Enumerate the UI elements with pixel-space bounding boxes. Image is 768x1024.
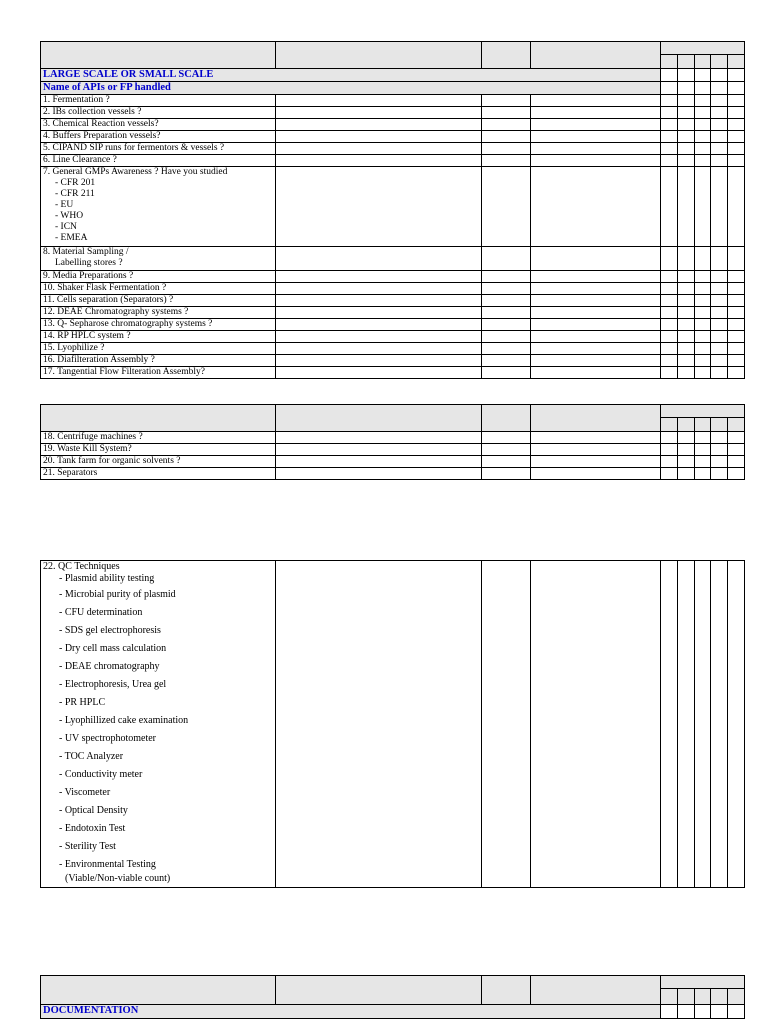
- item-sublabel: - CFR 211: [55, 189, 95, 199]
- item-label: 10. Shaker Flask Fermentation ?: [43, 283, 167, 293]
- item-label: 20. Tank farm for organic solvents ?: [43, 456, 181, 466]
- item-label: 5. CIPAND SIP runs for fermentors & vessels ?: [43, 143, 225, 153]
- qc-technique: - SDS gel electrophoresis: [59, 625, 161, 636]
- qc-technique: - Conductivity meter: [59, 769, 143, 780]
- qc-technique: - Viscometer: [59, 787, 111, 798]
- item-label: 8. Material Sampling /: [43, 247, 129, 257]
- section-subtitle: Name of APIs or FP handled: [43, 82, 171, 93]
- item-label: 18. Centrifuge machines ?: [43, 432, 143, 442]
- item-sublabel: Labelling stores ?: [55, 258, 123, 268]
- item-label: 19. Waste Kill System?: [43, 444, 132, 454]
- qc-technique-note: (Viable/Non-viable count): [65, 873, 171, 884]
- qc-technique: - Plasmid ability testing: [59, 573, 155, 584]
- qc-title: 22. QC Techniques: [43, 561, 120, 572]
- checklist-table-4: [40, 975, 745, 1019]
- checklist-table-2: [40, 404, 745, 480]
- checklist-table-1: [40, 41, 745, 379]
- item-label: 4. Buffers Preparation vessels?: [43, 131, 161, 141]
- qc-technique: - UV spectrophotometer: [59, 733, 157, 744]
- qc-technique: - Environmental Testing: [59, 859, 156, 870]
- table-row: [41, 246, 744, 270]
- item-label: 3. Chemical Reaction vessels?: [43, 119, 159, 129]
- table-row: [41, 342, 744, 354]
- qc-technique: - Lyophillized cake examination: [59, 715, 189, 726]
- section-header-row: [41, 1004, 744, 1018]
- table-row: [41, 94, 744, 106]
- item-label: 13. Q- Sepharose chromatography systems ?: [43, 319, 213, 329]
- item-label: 21. Separators: [43, 468, 98, 478]
- qc-technique: - PR HPLC: [59, 697, 106, 708]
- table-row: [41, 366, 744, 378]
- item-label: 14. RP HPLC system ?: [43, 331, 131, 341]
- table-row: [41, 467, 744, 479]
- table-row: [41, 154, 744, 166]
- table-row: [41, 130, 744, 142]
- table-row: [41, 294, 744, 306]
- item-label: 1. Fermentation ?: [43, 95, 110, 105]
- section-header-row: [41, 81, 744, 94]
- item-label: 16. Diafilteration Assembly ?: [43, 355, 155, 365]
- qc-technique: - TOC Analyzer: [59, 751, 124, 762]
- item-sublabel: - CFR 201: [55, 178, 96, 188]
- item-label: 12. DEAE Chromatography systems ?: [43, 307, 189, 317]
- qc-technique: - Endotoxin Test: [59, 823, 126, 834]
- table-row: [41, 106, 744, 118]
- qc-technique: - Dry cell mass calculation: [59, 643, 167, 654]
- qc-technique: - Sterility Test: [59, 841, 116, 852]
- qc-technique: - CFU determination: [59, 607, 143, 618]
- item-label: 7. General GMPs Awareness ? Have you studied: [43, 167, 228, 177]
- table-row: [41, 118, 744, 130]
- table-row: [41, 318, 744, 330]
- table-row: [41, 282, 744, 294]
- table-row: [41, 455, 744, 467]
- section-header-row: [41, 68, 744, 81]
- item-label: 2. IBs collection vessels ?: [43, 107, 142, 117]
- item-label: 17. Tangential Flow Filteration Assembly?: [43, 367, 205, 377]
- item-label: 15. Lyophilize ?: [43, 343, 105, 353]
- table-header-row: [41, 976, 744, 1004]
- qc-row: [41, 561, 744, 887]
- qc-technique: - Microbial purity of plasmid: [59, 589, 176, 600]
- item-sublabel: - EU: [55, 200, 74, 210]
- table-row: [41, 166, 744, 246]
- item-label: 6. Line Clearance ?: [43, 155, 117, 165]
- table-row: [41, 306, 744, 318]
- qc-technique: - Electrophoresis, Urea gel: [59, 679, 167, 690]
- table-row: [41, 142, 744, 154]
- qc-technique: - Optical Density: [59, 805, 128, 816]
- table-row: [41, 330, 744, 342]
- item-sublabel: - WHO: [55, 211, 84, 221]
- item-label: 11. Cells separation (Separators) ?: [43, 295, 174, 305]
- item-label: 9. Media Preparations ?: [43, 271, 134, 281]
- table-row: [41, 431, 744, 443]
- table-header-row: [41, 42, 744, 68]
- checklist-table-3: [40, 560, 745, 888]
- table-row: [41, 354, 744, 366]
- table-row: [41, 270, 744, 282]
- section-title: LARGE SCALE OR SMALL SCALE: [43, 69, 214, 80]
- table-header-row: [41, 405, 744, 431]
- documentation-title: DOCUMENTATION: [43, 1005, 139, 1016]
- item-sublabel: - EMEA: [55, 233, 88, 243]
- item-sublabel: - ICN: [55, 222, 77, 232]
- table-row: [41, 443, 744, 455]
- qc-technique: - DEAE chromatography: [59, 661, 160, 672]
